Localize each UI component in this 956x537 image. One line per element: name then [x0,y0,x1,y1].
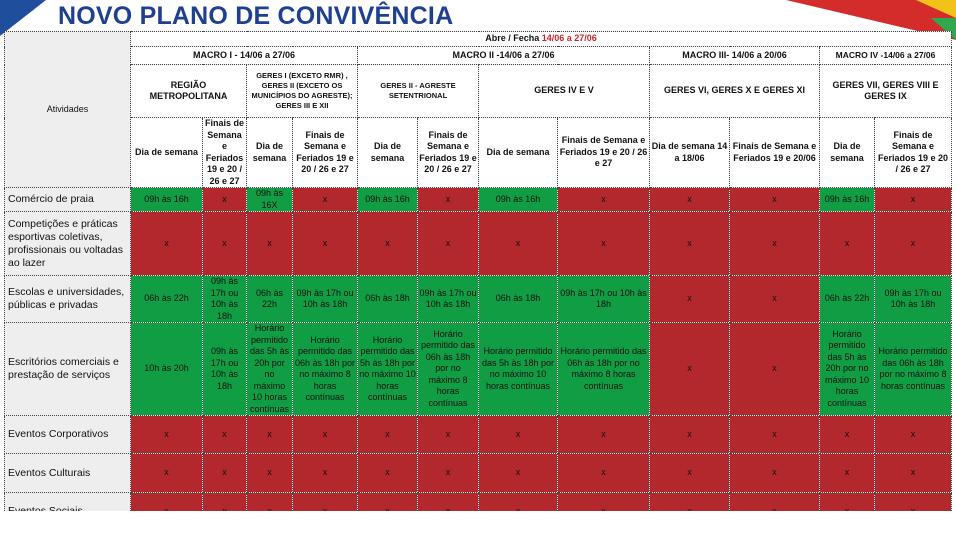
activity-label: Comércio de praia [5,188,131,212]
column-header-0: Dia de semana [131,118,203,188]
closed-cell: x [203,188,247,212]
geres-i-ii-iii-xii: GERES I (EXCETO RMR) , GERES II (EXCETO OS MUNICÍPIOS DO AGRESTE); GERES III E XII [247,65,358,118]
open-cell: 10h às 20h [131,323,203,416]
closed-cell: x [418,416,479,454]
open-cell: 09h às 17h ou 10h às 18h [203,276,247,323]
closed-cell: x [650,212,730,276]
schedule-table [4,31,952,531]
closed-cell: x [730,188,820,212]
open-cell: 09h às 17h ou 10h às 18h [418,276,479,323]
activity-label: Competições e práticas esportivas coletivas, profissionais ou voltadas ao lazer [5,212,131,276]
closed-cell: x [479,416,558,454]
closed-cell: x [293,454,358,493]
closed-cell: x [358,454,418,493]
table-row [5,416,952,454]
open-cell: Horário permitido das 5h às 18h por no máximo 10 horas contínuas [479,323,558,416]
open-cell: 06h às 22h [820,276,875,323]
macro-1-header: MACRO I - 14/06 a 27/06 [131,47,358,65]
closed-cell: x [293,188,358,212]
abre-fecha-header [131,32,952,47]
macro-3-header: MACRO III- 14/06 a 20/06 [650,47,820,65]
column-header-3: Finais de Semana e Feriados 19 e 20 / 26 e 27 [293,118,358,188]
column-header-6: Dia de semana [479,118,558,188]
closed-cell: x [820,416,875,454]
open-cell: 09h às 16h [358,188,418,212]
open-cell: 06h às 22h [247,276,293,323]
closed-cell: x [650,188,730,212]
open-cell: Horário permitido das 06h às 18h por no máximo 8 horas contínuas [418,323,479,416]
open-cell: 09h às 16h [820,188,875,212]
closed-cell: x [558,454,650,493]
page-title: NOVO PLANO DE CONVIVÊNCIA [58,2,454,30]
closed-cell: x [131,454,203,493]
closed-cell: x [820,454,875,493]
closed-cell: x [131,212,203,276]
open-cell: Horário permitido das 06h às 18h por no máximo 8 horas contínuas [558,323,650,416]
geres-ii-agreste: GERES II - AGRESTE SETENTRIONAL [358,65,479,118]
bottom-strip [0,511,956,537]
open-cell: Horário permitido das 06h às 18h por no máximo 8 horas contínuas [875,323,952,416]
table-row [5,188,952,212]
closed-cell: x [730,276,820,323]
open-cell: 09h às 16X [247,188,293,212]
open-cell: 09h às 17h ou 10h às 18h [875,276,952,323]
closed-cell: x [247,416,293,454]
closed-cell: x [875,454,952,493]
closed-cell: x [820,212,875,276]
activity-label: Eventos Culturais [5,454,131,493]
atividades-header: Atividades [5,32,131,188]
closed-cell: x [875,416,952,454]
open-cell: 06h às 18h [358,276,418,323]
closed-cell: x [479,454,558,493]
closed-cell: x [558,188,650,212]
closed-cell: x [203,416,247,454]
table-row [5,454,952,493]
closed-cell: x [418,188,479,212]
geres-vii-viii-ix: GERES VII, GERES VIII E GERES IX [820,65,952,118]
column-header-2: Dia de semana [247,118,293,188]
column-header-4: Dia de semana [358,118,418,188]
closed-cell: x [247,454,293,493]
column-header-10: Dia de semana [820,118,875,188]
closed-cell: x [418,212,479,276]
closed-cell: x [650,323,730,416]
closed-cell: x [730,212,820,276]
open-cell: Horário permitido das 5h às 20h por no máximo 10 horas contínuas [247,323,293,416]
table-row [5,323,952,416]
open-cell: 06h às 18h [479,276,558,323]
macro-4-header: MACRO IV -14/06 a 27/06 [820,47,952,65]
column-header-9: Finais de Semana e Feriados 19 e 20/06 [730,118,820,188]
closed-cell: x [293,416,358,454]
activity-label: Eventos Corporativos [5,416,131,454]
closed-cell: x [875,212,952,276]
table-row [5,276,952,323]
closed-cell: x [358,416,418,454]
geres-vi-x-xi: GERES VI, GERES X E GERES XI [650,65,820,118]
column-header-11: Finais de Semana e Feriados 19 e 20 / 26 e 27 [875,118,952,188]
column-header-5: Finais de Semana e Feriados 19 e 20 / 26 e 27 [418,118,479,188]
closed-cell: x [650,416,730,454]
closed-cell: x [875,188,952,212]
corner-yellow-shape [916,0,956,18]
closed-cell: x [203,454,247,493]
column-header-1: Finais de Semana e Feriados 19 e 20 / 26 e 27 [203,118,247,188]
activity-label: Escolas e universidades, públicas e privadas [5,276,131,323]
open-cell: 09h às 16h [131,188,203,212]
open-cell: Horário permitido das 5h às 18h por no máximo 10 horas contínuas [358,323,418,416]
activity-label: Escritórios comerciais e prestação de serviços [5,323,131,416]
closed-cell: x [730,454,820,493]
table-row [5,212,952,276]
column-header-8: Dia de semana 14 a 18/06 [650,118,730,188]
closed-cell: x [203,212,247,276]
closed-cell: x [479,212,558,276]
closed-cell: x [418,454,479,493]
open-cell: Horário permitido das 5h às 20h por no máximo 10 horas contínuas [820,323,875,416]
closed-cell: x [730,323,820,416]
closed-cell: x [247,212,293,276]
geres-iv-v: GERES IV E V [479,65,650,118]
open-cell: 09h às 17h ou 10h às 18h [293,276,358,323]
open-cell: 09h às 17h ou 10h às 18h [558,276,650,323]
closed-cell: x [730,416,820,454]
column-header-7: Finais de Semana e Feriados 19 e 20 / 26 e 27 [558,118,650,188]
closed-cell: x [558,212,650,276]
closed-cell: x [293,212,358,276]
open-cell: Horário permitido das 06h às 18h por no máximo 8 horas contínuas [293,323,358,416]
macro-2-header: MACRO II -14/06 a 27/06 [358,47,650,65]
closed-cell: x [650,454,730,493]
open-cell: 09h às 16h [479,188,558,212]
geres-regiao-metropolitana: REGIÃO METROPOLITANA [131,65,247,118]
closed-cell: x [558,416,650,454]
open-cell: 09h às 17h ou 10h às 18h [203,323,247,416]
open-cell: 06h às 22h [131,276,203,323]
closed-cell: x [131,416,203,454]
closed-cell: x [358,212,418,276]
abre-fecha-dates: 14/06 a 27/06 [541,33,597,44]
abre-fecha-label: Abre / Fecha [485,33,540,44]
closed-cell: x [650,276,730,323]
